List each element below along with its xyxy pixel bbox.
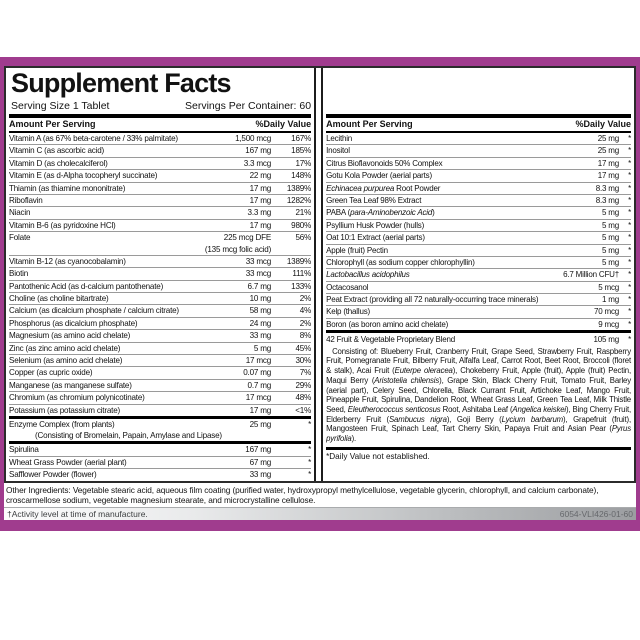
table-row: Potassium (as potassium citrate) 17 mg <1% (9, 405, 312, 415)
table-row: PABA (para-Aminobenzoic Acid) 5 mg * (326, 208, 631, 218)
table-row: Vitamin A (as 67% beta-carotene / 33% palmitate) 1,500 mcg 167% (9, 134, 312, 143)
table-row: Calcium (as dicalcium phosphate / calcium citrate) 58 mg 4% (9, 306, 312, 316)
table-row: Lecithin 25 mg * (326, 134, 631, 143)
table-row: Chlorophyll (as sodium copper chlorophyllin) 5 mg * (326, 257, 631, 267)
table-row: Thiamin (as thiamine mononitrate) 17 mg 1389% (9, 183, 312, 193)
left-column (6, 68, 316, 481)
table-row: Echinacea purpurea Root Powder 8.3 mg * (326, 183, 631, 193)
table-row: Psyllium Husk Powder (hulls) 5 mg * (326, 220, 631, 230)
left-rows (9, 133, 311, 481)
table-row: Apple (fruit) Pectin 5 mg * (326, 245, 631, 255)
table-row: Manganese (as manganese sulfate) 0.7 mg 29% (9, 380, 312, 390)
table-row: Biotin 33 mcg 111% (9, 269, 312, 279)
table-row: Citrus Bioflavonoids 50% Complex 17 mg * (326, 158, 631, 168)
table-row: Wheat Grass Powder (aerial plant) 67 mg * (9, 457, 312, 467)
table-row: Phosphorus (as dicalcium phosphate) 24 mg 2% (9, 318, 312, 328)
table-row: Octacosanol 5 mcg * (326, 282, 631, 292)
amount-per-serving-header: Amount Per Serving (9, 119, 96, 129)
table-row: Oat 10:1 Extract (aerial parts) 5 mg * (326, 233, 631, 243)
label-inner (4, 66, 636, 520)
blend-amount: 105 mg (593, 335, 619, 345)
blend-row (326, 334, 631, 346)
table-row: Niacin 3.3 mg 21% (9, 208, 312, 218)
table-row: Folate 225 mcg DFE 56% (135 mcg folic acid) (9, 233, 312, 254)
table-row: Lactobacillus acidophilus 6.7 Million CFU† * (326, 270, 631, 280)
serving-size: Serving Size 1 Tablet (11, 100, 110, 112)
other-ingredients: Other Ingredients: Vegetable stearic acid, aqueous film coating (purified water, hydroxypropyl methylcellulose, vegetable glycerin, chlorophyll, and calcium carbonate), croscarmellose sodium, vegetable magnesium stearate, and microcrystalline cellulose. (6, 484, 599, 505)
table-row: Vitamin D (as cholecalciferol) 3.3 mcg 17% (9, 158, 312, 168)
table-row: Green Tea Leaf 98% Extract 8.3 mg * (326, 195, 631, 205)
table-row: Safflower Powder (flower) 33 mg * (9, 470, 312, 480)
table-row: Enzyme Complex (from plants) 25 mg * (Consisting of Bromelain, Papain, Amylase and Lipase) (9, 416, 311, 441)
amount-per-serving-header: Amount Per Serving (326, 119, 413, 129)
table-row: Pantothenic Acid (as d-calcium pantothenate) 6.7 mg 133% (9, 281, 312, 291)
facts-panel (4, 66, 636, 483)
product-code: 6054-VLI426-01-60 (559, 509, 633, 519)
table-row: Selenium (as amino acid chelate) 17 mcg 30% (9, 356, 312, 366)
right-rows (326, 133, 631, 330)
supplement-facts-label (0, 57, 640, 531)
table-row: Kelp (thallus) 70 mcg * (326, 307, 631, 317)
page-title: Supplement Facts (11, 68, 231, 98)
right-column (321, 68, 634, 481)
table-row: Inositol 25 mg * (326, 146, 631, 156)
table-row: Riboflavin 17 mg 1282% (9, 195, 312, 205)
daily-value-footnote: *Daily Value not established. (326, 447, 631, 465)
blend-name: 42 Fruit & Vegetable Proprietary Blend (326, 335, 456, 345)
table-row: Zinc (as zinc amino acid chelate) 5 mg 45% (9, 343, 312, 353)
table-row: Chromium (as chromium polynicotinate) 17 mcg 48% (9, 393, 312, 403)
servings-per-container: Servings Per Container: 60 (185, 100, 312, 112)
proprietary-blend-section (326, 330, 631, 446)
table-row: Vitamin E (as d-Alpha tocopheryl succinate) 22 mg 148% (9, 171, 312, 181)
blend-dv: * (628, 335, 631, 345)
right-table-header (326, 114, 631, 133)
footer-gradient-bar (4, 507, 636, 520)
table-row: Spirulina 167 mg * (9, 441, 311, 455)
table-row: Copper (as cupric oxide) 0.07 mg 7% (9, 368, 312, 378)
table-row: Choline (as choline bitartrate) 10 mg 2% (9, 294, 312, 304)
right-column-spacer (326, 68, 631, 114)
table-row: Vitamin C (as ascorbic acid) 167 mg 185% (9, 146, 312, 156)
table-row: Gotu Kola Powder (aerial parts) 17 mg * (326, 171, 631, 181)
daily-value-header: %Daily Value (575, 119, 631, 129)
table-row: Vitamin B-6 (as pyridoxine HCl) 17 mg 980% (9, 220, 312, 230)
activity-footnote: †Activity level at time of manufacture. (7, 509, 148, 519)
table-row: Peat Extract (providing all 72 naturally-occurring trace minerals) 1 mg * (326, 295, 631, 305)
left-table-header (9, 114, 311, 133)
table-row: Boron (as boron amino acid chelate) 9 mcg * (326, 319, 631, 329)
table-row: Magnesium (as amino acid chelate) 33 mg 8% (9, 331, 312, 341)
daily-value-header: %Daily Value (255, 119, 312, 129)
serving-info (9, 99, 311, 114)
blend-description: Consisting of: Blueberry Fruit, Cranberry Fruit, Grape Seed, Strawberry Fruit, Raspberry Fruit, Pomegranate Fruit, Bilberry Fruit, Alfalfa Leaf, Carrot Root, Beet Root, Broccoli (floret & stalk), Acai Fruit (Euterpe oleracea), Chokeberry Fruit, Apple (fruit), Apple (fruit) Pectin, Maqui Berry (Aristotelia chilensis), Grape Skin, Black Cherry Fruit, Tomato Fruit, Barley (aerial part), Celery Seed, Chlorella, Black Currant Fruit, Artichoke Leaf, Mango Fruit, Pineapple Fruit, Spirulina, Dandelion Root, Wheat Grass Leaf, Green Tea Leaf, Milk Thistle Seed, Eleutherococcus senticosus Root, Ashitaba Leaf (Angelica keiskei), Bing Cherry Fruit, Elderberry Fruit (Sambucus nigra), Goji Berry (Lycium barbarum), Grapefruit (fruit), Mangosteen Fruit, Spinach Leaf, Tart Cherry Skin, Papaya Fruit and Asian Pear (Pyrus pyrifolia). (326, 346, 632, 444)
table-row: Vitamin B-12 (as cyanocobalamin) 33 mcg 1389% (9, 256, 312, 266)
